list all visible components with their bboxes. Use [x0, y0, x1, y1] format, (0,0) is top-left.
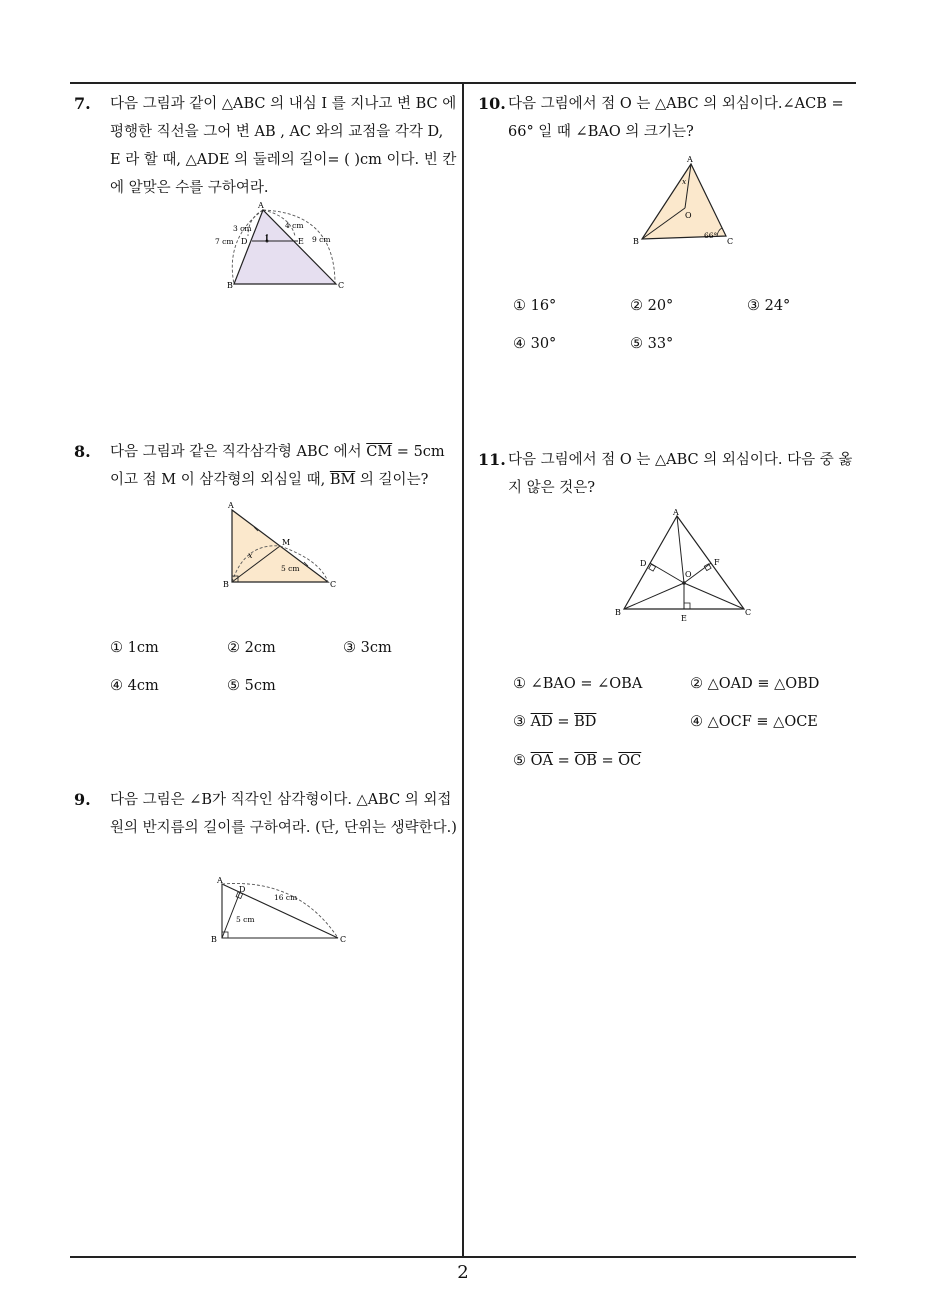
- q7-figure: [205, 198, 355, 298]
- q11-option-3[interactable]: ③ $\overline{AD} = \overline{BD}$: [513, 714, 597, 730]
- q7-label-4cm: 4 cm: [285, 221, 304, 230]
- column-divider: [462, 82, 464, 1257]
- q10-option-4[interactable]: ④ 30°: [513, 336, 557, 352]
- q10-figure: [625, 150, 745, 250]
- q8-option-5[interactable]: ⑤ 5cm: [227, 678, 276, 694]
- q11-label-O: O: [685, 570, 692, 579]
- question-text: 다음 그림에서 점 O 는 △ABC 의 외심이다. 다음 중 옳지 않은 것은?: [508, 452, 853, 496]
- q8-label-M: M: [282, 538, 291, 547]
- q10-option-1[interactable]: ① 16°: [513, 298, 557, 314]
- q10-label-C: C: [727, 237, 734, 246]
- q10-label-B: B: [633, 237, 639, 246]
- question-text: 다음 그림과 같은 직각삼각형 ABC 에서 $\overline{CM} = 5cm$ 이고 점 M 이 삼각형의 외심일 때, $\overline{BM}$ 의 길이는?: [110, 444, 445, 488]
- q8-label-C: C: [330, 580, 337, 589]
- segment-CM: $\overline{CM}$: [366, 444, 393, 460]
- q7-label-C: C: [338, 281, 345, 290]
- q7-label-9cm: 9 cm: [312, 235, 331, 244]
- q8-label-A: A: [228, 501, 234, 510]
- q11-option-1[interactable]: ① ∠BAO = ∠OBA: [513, 676, 643, 692]
- q11-option-2[interactable]: ② △OAD ≡ △OBD: [690, 676, 820, 692]
- q11-label-D: D: [640, 559, 647, 568]
- question-number: 7.: [74, 94, 91, 113]
- q7-label-7cm: 7 cm: [215, 237, 234, 246]
- question-number: 11.: [478, 450, 506, 469]
- question-11: [478, 446, 862, 502]
- question-number: 8.: [74, 442, 91, 461]
- q11-label-C: C: [745, 608, 752, 617]
- q8-label-5cm: 5 cm: [281, 564, 300, 573]
- q10-option-5[interactable]: ⑤ 33°: [630, 336, 674, 352]
- q8-label-B: B: [223, 580, 229, 589]
- question-10: [478, 90, 862, 146]
- q7-label-A: A: [258, 201, 264, 210]
- q11-label-B: B: [615, 608, 621, 617]
- q8-option-4[interactable]: ④ 4cm: [110, 678, 159, 694]
- q8-option-3[interactable]: ③ 3cm: [343, 640, 392, 656]
- question-text: 다음 그림은 ∠B가 직각인 삼각형이다. △ABC 의 외접원의 반지름의 길이를 구하여라. (단, 단위는 생략한다.): [110, 792, 457, 836]
- page-number: 2: [457, 1262, 469, 1283]
- q11-label-E: E: [681, 614, 687, 623]
- q7-label-E: E: [298, 237, 304, 246]
- q9-label-C: C: [340, 935, 347, 944]
- q9-label-B: B: [211, 935, 217, 944]
- q9-label-5cm: 5 cm: [236, 915, 255, 924]
- question-number: 10.: [478, 94, 506, 113]
- bottom-rule: [70, 1256, 856, 1258]
- q11-label-F: F: [714, 558, 720, 567]
- q7-label-3cm: 3 cm: [233, 224, 252, 233]
- q11-option-5[interactable]: ⑤ $\overline{OA} = \overline{OB} = \overline{OC}$: [513, 753, 642, 769]
- q7-label-I: I: [265, 234, 269, 243]
- q10-label-A: A: [687, 155, 693, 164]
- q10-option-3[interactable]: ③ 24°: [747, 298, 791, 314]
- q8-option-2[interactable]: ② 2cm: [227, 640, 276, 656]
- question-number: 9.: [74, 790, 91, 809]
- segment-BM: $\overline{BM}$: [329, 472, 356, 488]
- question-text: 다음 그림과 같이 △ABC 의 내심 I 를 지나고 변 BC 에 평행한 직선을 그어 변 AB , AC 와의 교점을 각각 D, E 라 할 때, △ADE 의 둘레의 길이= ( )cm 이다. 빈 칸에 알맞은 수를 구하여라.: [110, 96, 457, 196]
- q10-label-66: 66°: [704, 231, 718, 240]
- q8-figure: [215, 498, 350, 593]
- q9-label-A: A: [217, 876, 223, 885]
- q9-figure: [208, 874, 358, 949]
- q10-label-x: x: [682, 177, 687, 186]
- q8-label-x: x: [248, 551, 253, 560]
- q7-label-D: D: [241, 237, 248, 246]
- q11-figure: [610, 505, 760, 630]
- q7-label-B: B: [227, 281, 233, 290]
- question-text: 다음 그림에서 점 O 는 △ABC 의 외심이다.∠ACB = 66° 일 때 ∠BAO 의 크기는?: [508, 96, 844, 140]
- q11-option-4[interactable]: ④ △OCF ≡ △OCE: [690, 714, 818, 730]
- q10-label-O: O: [685, 211, 692, 220]
- question-7: [74, 90, 458, 202]
- q9-label-16cm: 16 cm: [274, 893, 298, 902]
- q10-option-2[interactable]: ② 20°: [630, 298, 674, 314]
- question-8: [74, 438, 458, 494]
- q11-label-A: A: [673, 508, 679, 517]
- q8-option-1[interactable]: ① 1cm: [110, 640, 159, 656]
- q9-label-D: D: [239, 885, 246, 894]
- question-9: [74, 786, 458, 842]
